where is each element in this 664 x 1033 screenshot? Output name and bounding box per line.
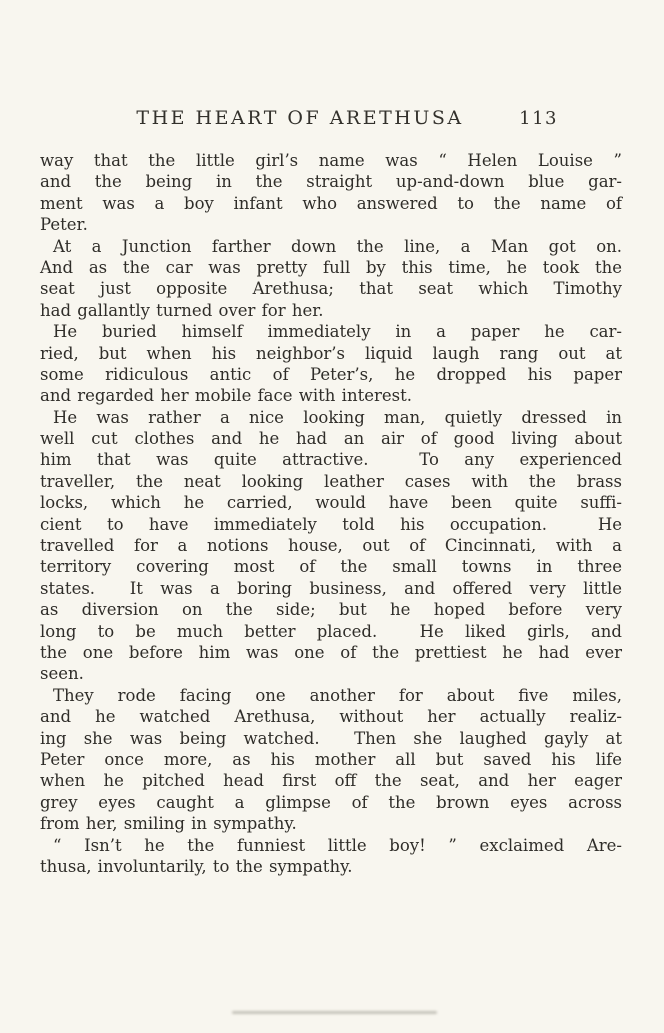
text-line: At a Junction farther down the line, a Man got on. bbox=[53, 236, 622, 256]
running-title: THE HEART OF ARETHUSA bbox=[136, 107, 464, 129]
text-line: him that was quite attractive. To any experienced bbox=[40, 450, 622, 470]
text-line: ing she was being watched. Then she laughed gayly at bbox=[40, 728, 622, 748]
text-line: He buried himself immediately in a paper he car- bbox=[53, 322, 622, 342]
text-line: well cut clothes and he had an air of good living about bbox=[40, 429, 622, 449]
paragraph bbox=[40, 236, 622, 322]
text-line: and he watched Arethusa, without her actually realiz- bbox=[40, 707, 622, 727]
paragraph bbox=[40, 835, 622, 878]
paragraph bbox=[40, 685, 622, 835]
page-body bbox=[40, 150, 622, 877]
page-header bbox=[40, 107, 622, 133]
text-line: travelled for a notions house, out of Cincinnati, with a bbox=[40, 536, 622, 556]
text-line: some ridiculous antic of Peter’s, he dropped his paper bbox=[40, 364, 622, 384]
text-line: states. It was a boring business, and offered very little bbox=[40, 578, 622, 598]
text-line: territory covering most of the small towns in three bbox=[40, 557, 622, 577]
text-line: Peter. bbox=[40, 215, 88, 235]
text-line: and the being in the straight up-and-down blue gar- bbox=[40, 172, 622, 192]
text-line: seen. bbox=[40, 664, 84, 684]
text-line: seat just opposite Arethusa; that seat which Timothy bbox=[40, 279, 622, 299]
text-line: when he pitched head first off the seat, and her eager bbox=[40, 771, 622, 791]
text-line: They rode facing one another for about five miles, bbox=[53, 685, 622, 705]
text-line: ried, but when his neighbor’s liquid laugh rang out at bbox=[40, 343, 622, 363]
text-line: the one before him was one of the prettiest he had ever bbox=[40, 642, 622, 662]
text-line: And as the car was pretty full by this time, he took the bbox=[40, 257, 622, 277]
text-line: grey eyes caught a glimpse of the brown eyes across bbox=[40, 792, 622, 812]
text-line: ment was a boy infant who answered to the name of bbox=[40, 193, 622, 213]
text-line: way that the little girl’s name was “ Helen Louise ” bbox=[40, 151, 622, 170]
text-line: had gallantly turned over for her. bbox=[40, 300, 324, 320]
scan-artifact bbox=[232, 1011, 437, 1014]
text-line: thusa, involuntarily, to the sympathy. bbox=[40, 856, 353, 876]
paragraph bbox=[40, 407, 622, 685]
text-line: “ Isn’t he the funniest little boy! ” exclaimed Are- bbox=[53, 835, 622, 855]
text-line: long to be much better placed. He liked girls, and bbox=[40, 621, 622, 641]
text-line: He was rather a nice looking man, quietly dressed in bbox=[53, 407, 622, 427]
text-line: from her, smiling in sympathy. bbox=[40, 814, 297, 834]
text-line: and regarded her mobile face with interest. bbox=[40, 386, 412, 406]
paragraph bbox=[40, 321, 622, 407]
text-line: traveller, the neat looking leather cases with the brass bbox=[40, 471, 622, 491]
page-number: 113 bbox=[519, 108, 558, 129]
text-line: locks, which he carried, would have been quite suffi- bbox=[40, 493, 622, 513]
text-line: cient to have immediately told his occupation. He bbox=[40, 514, 622, 534]
text-line: Peter once more, as his mother all but saved his life bbox=[40, 749, 622, 769]
paragraph bbox=[40, 150, 622, 236]
text-line: as diversion on the side; but he hoped before very bbox=[40, 600, 622, 620]
